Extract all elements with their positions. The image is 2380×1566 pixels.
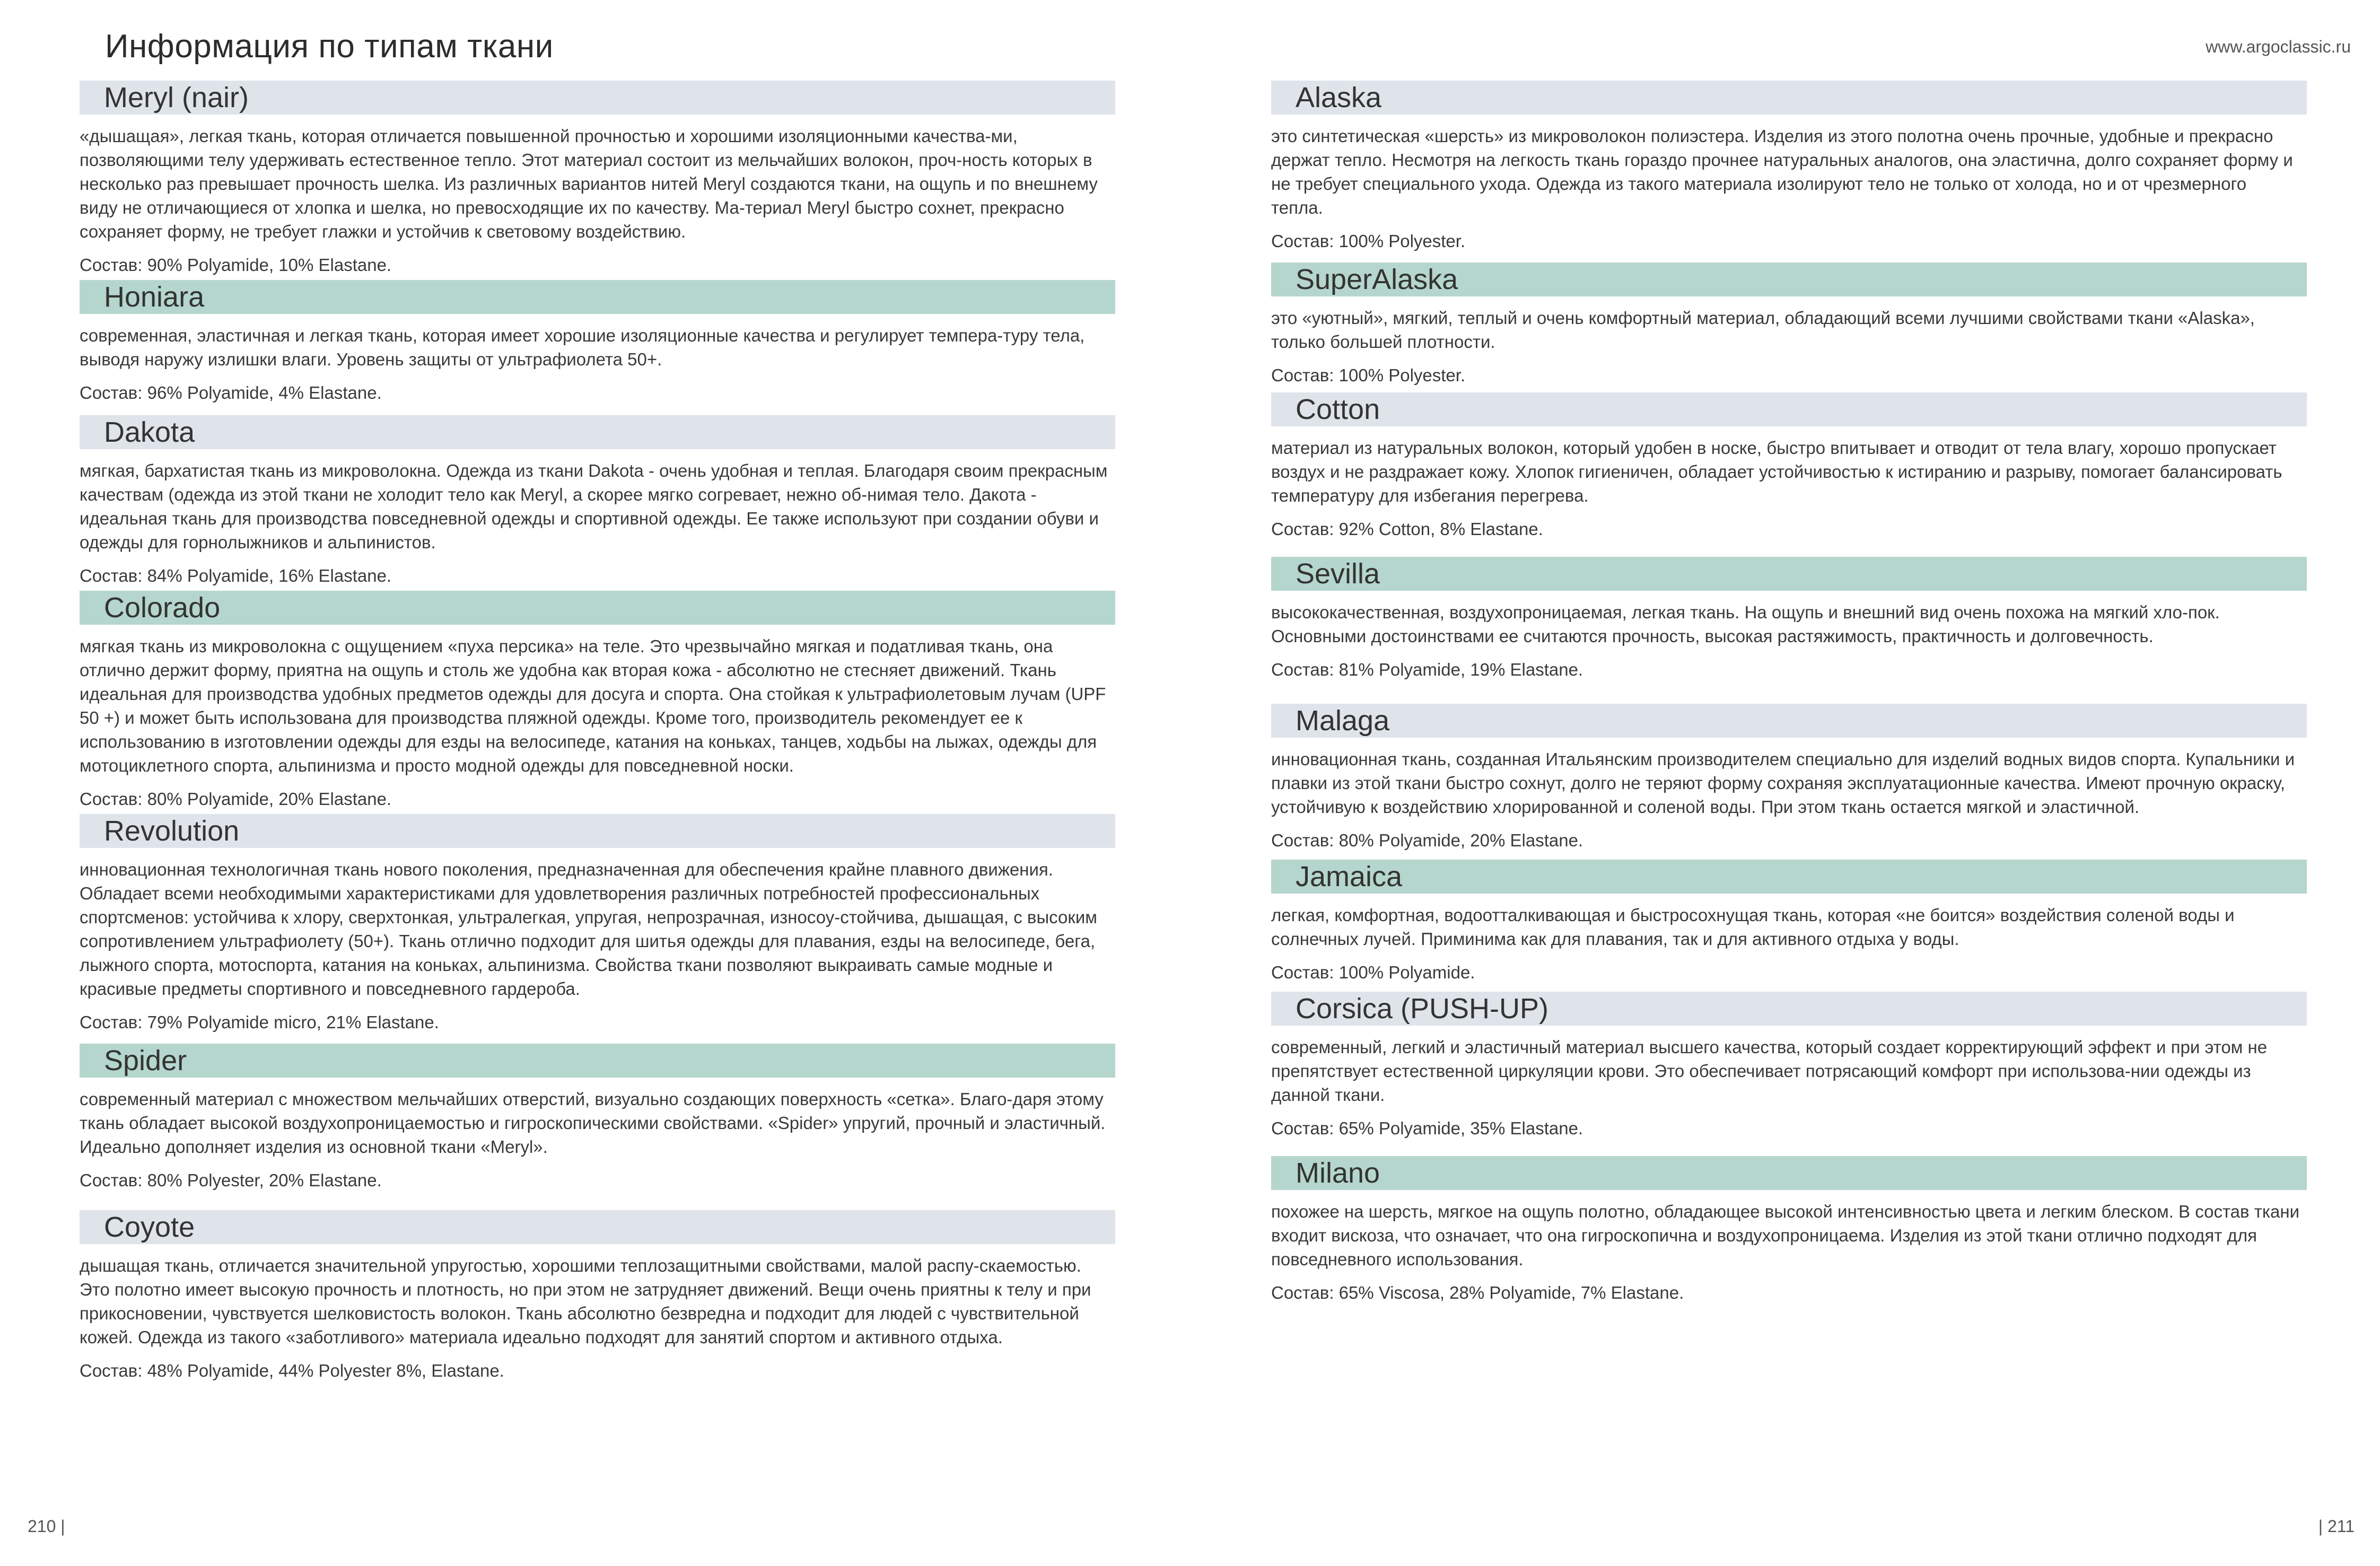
fabric-title: Milano <box>1271 1156 2307 1190</box>
fabric-alaska <box>1271 81 2307 253</box>
fabric-title: Jamaica <box>1271 860 2307 894</box>
fabric-composition: Состав: 65% Viscosa, 28% Polyamide, 7% Elastane. <box>1271 1283 1684 1302</box>
fabric-title: Dakota <box>80 415 1115 449</box>
fabric-composition: Состав: 92% Cotton, 8% Elastane. <box>1271 519 1543 539</box>
fabric-description: материал из натуральных волокон, который удобен в носке, быстро впитывает и отводит от тела влагу, хорошо пропускает воздух и не раздражает кожу. Хлопок гигиеничен, обладает устойчивостью к истиранию и разрыву, помогает балансировать температуру для избегания перегрева. <box>1271 438 2282 505</box>
fabric-composition: Состав: 100% Polyester. <box>1271 231 1466 251</box>
fabric-title: Corsica (PUSH-UP) <box>1271 992 2307 1026</box>
page-number-right: | 211 <box>2318 1517 2355 1536</box>
fabric-description: «дышащая», легкая ткань, которая отличается повышенной прочностью и хорошими изоляционными качества-ми, позволяющими телу удерживать естественное тепло. Этот материал состоит из мельчайших волокон, проч-ность которых в несколько раз превышает прочность шелка. Из различных вариантов нитей Meryl создаются ткани, на ощупь и по внешнему виду не отличающиеся от хлопка и шелка, но превосходящие их по качеству. Ма-териал Meryl быстро сохнет, прекрасно сохраняет форму, не требует глажки и устойчив к световому воздействию. <box>80 126 1098 241</box>
fabric-title: Honiara <box>80 280 1115 314</box>
fabric-composition: Состав: 81% Polyamide, 19% Elastane. <box>1271 660 1583 679</box>
fabric-description: высококачественная, воздухопроницаемая, легкая ткань. На ощупь и внешний вид очень похожа на мягкий хло-пок. Основными достоинствами ее считаются прочность, высокая растяжимость, практичность и долговечность. <box>1271 602 2220 646</box>
fabric-corsica <box>1271 992 2307 1140</box>
fabric-meryl <box>80 81 1115 277</box>
fabric-honiara <box>80 280 1115 405</box>
fabric-title: Meryl (nair) <box>80 81 1115 115</box>
fabric-composition: Состав: 65% Polyamide, 35% Elastane. <box>1271 1118 1583 1138</box>
fabric-milano <box>1271 1156 2307 1305</box>
page-number-left: 210 | <box>28 1517 65 1536</box>
fabric-description: современный, легкий и эластичный материал высшего качества, который создает корректирующий эффект и при этом не препятствует естественной циркуляции крови. Это обеспечивает потрясающий комфорт при использова-нии одежды из данной ткани. <box>1271 1037 2268 1105</box>
fabric-jamaica <box>1271 860 2307 984</box>
fabric-sevilla <box>1271 557 2307 681</box>
fabric-composition: Состав: 90% Polyamide, 10% Elastane. <box>80 255 392 275</box>
fabric-composition: Состав: 84% Polyamide, 16% Elastane. <box>80 566 392 585</box>
fabric-description: инновационная ткань, созданная Итальянским производителем специально для изделий водных видов спорта. Купальники и плавки из этой ткани быстро сохнут, долго не теряют форму сохраняя эксплуатационные качества. Имеют прочную окраску, устойчивую к воздействию хлорированной и соленой воды. При этом ткань остается мягкой и эластичной. <box>1271 749 2295 817</box>
fabric-title: Cotton <box>1271 392 2307 426</box>
left-column <box>80 81 1115 1383</box>
fabric-malaga <box>1271 704 2307 852</box>
page-title: Информация по типам ткани <box>105 28 554 65</box>
right-column <box>1271 81 2307 1305</box>
fabric-description: современная, эластичная и легкая ткань, которая имеет хорошие изоляционные качества и регулирует темпера-туру тела, выводя наружу излишки влаги. Уровень защиты от ультрафиолета 50+. <box>80 326 1085 369</box>
fabric-composition: Состав: 80% Polyamide, 20% Elastane. <box>1271 830 1583 850</box>
fabric-description: это синтетическая «шерсть» из микроволокон полиэстера. Изделия из этого полотна очень прочные, удобные и прекрасно держат тепло. Несмотря на легкость ткань гораздо прочнее натуральных аналогов, она эластична, долго сохраняет форму и не требует специального ухода. Одежда из такого материала изолируют тело не только от холода, но и от чрезмерного тепла. <box>1271 126 2293 217</box>
fabric-description: современный материал с множеством мельчайших отверстий, визуально создающих поверхность «сетка». Благо-даря этому ткань обладает высокой воздухопроницаемостью и гигроскопическими свойствами. «Spider» упругий, прочный и эластичный. Идеально дополняет изделия из основной ткани «Meryl». <box>80 1089 1106 1157</box>
fabric-composition: Состав: 48% Polyamide, 44% Polyester 8%, Elastane. <box>80 1361 504 1380</box>
fabric-dakota <box>80 415 1115 588</box>
fabric-superalaska <box>1271 263 2307 387</box>
fabric-title: Sevilla <box>1271 557 2307 591</box>
fabric-title: Malaga <box>1271 704 2307 738</box>
fabric-revolution <box>80 814 1115 1034</box>
fabric-composition: Состав: 96% Polyamide, 4% Elastane. <box>80 383 382 403</box>
fabric-composition: Состав: 100% Polyamide. <box>1271 963 1475 982</box>
site-url[interactable]: www.argoclassic.ru <box>2206 37 2351 56</box>
fabric-description: легкая, комфортная, водоотталкивающая и быстросохнущая ткань, которая «не боится» воздействия соленой воды и солнечных лучей. Приминима как для плавания, так и для активного отдыха у воды. <box>1271 905 2235 949</box>
fabric-title: SuperAlaska <box>1271 263 2307 296</box>
fabric-coyote <box>80 1210 1115 1383</box>
fabric-title: Spider <box>80 1044 1115 1078</box>
fabric-title: Coyote <box>80 1210 1115 1244</box>
fabric-composition: Состав: 100% Polyester. <box>1271 365 1466 385</box>
fabric-colorado <box>80 591 1115 811</box>
fabric-spider <box>80 1044 1115 1192</box>
fabric-description: мягкая, бархатистая ткань из микроволокна. Одежда из ткани Dakota - очень удобная и теплая. Благодаря своим прекрасным качествам (одежда из этой ткани не холодит тело как Meryl, а скорее мягко согревает, нежно об-нимая тело. Дакота - идеальная ткань для производства повседневной одежды и спортивной одежды. Ее также используют при создании обуви и одежды для горнолыжников и альпинистов. <box>80 461 1108 552</box>
fabric-description: это «уютный», мягкий, теплый и очень комфортный материал, обладающий всеми лучшими свойствами ткани «Alaska», только большей плотности. <box>1271 308 2255 352</box>
fabric-description: мягкая ткань из микроволокна с ощущением «пуха персика» на теле. Это чрезвычайно мягкая и податливая ткань, она отлично держит форму, приятна на ощупь и столь же удобна как вторая кожа - абсолютно не стесняет движений. Ткань идеальная для производства удобных предметов одежды для досуга и спорта. Она стойкая к ультрафиолетовым лучам (UPF 50 +) и может быть использована для производства пляжной одежды. Кроме того, производитель рекомендует ее к использованию в изготовлении одежды для езды на велосипеде, катания на коньках, танцев, ходьбы на лыжах, одежды для мотоциклетного спорта, альпинизма и просто модной одежды для повседневной носки. <box>80 636 1106 775</box>
fabric-composition: Состав: 80% Polyester, 20% Elastane. <box>80 1170 382 1190</box>
fabric-title: Colorado <box>80 591 1115 625</box>
fabric-title: Alaska <box>1271 81 2307 115</box>
fabric-composition: Состав: 80% Polyamide, 20% Elastane. <box>80 789 392 809</box>
fabric-description: дышащая ткань, отличается значительной упругостью, хорошими теплозащитными свойствами, малой распу-скаемостью. Это полотно имеет высокую прочность и плотность, но при этом не затрудняет движений. Вещи очень приятны к телу и при прикосновении, чувствуется шелковистость волокон. Ткань абсолютно безвредна и подходит для людей с чувствительной кожей. Одежда из такого «заботливого» материала идеально подходят для занятий спортом и активного отдыха. <box>80 1256 1091 1347</box>
fabric-composition: Состав: 79% Polyamide micro, 21% Elastane. <box>80 1012 439 1032</box>
fabric-title: Revolution <box>80 814 1115 848</box>
fabric-description: инновационная технологичная ткань нового поколения, предназначенная для обеспечения крайне плавного движения. Обладает всеми необходимыми характеристиками для удовлетворения различных потребностей профессиональных спортсменов: устойчива к хлору, сверхтонкая, ультралегкая, упругая, непрозрачная, износоу-стойчива, дышащая, с высоким сопротивлением ультрафиолету (50+). Ткань отлично подходит для шитья одежды для плавания, езды на велосипеде, бега, лыжного спорта, мотоспорта, катания на коньках, альпинизма. Свойства ткани позволяют выкраивать самые модные и красивые предметы спортивного и повседневного гардероба. <box>80 860 1097 999</box>
fabric-description: похожее на шерсть, мягкое на ощупь полотно, обладающее высокой интенсивностью цвета и легким блеском. В состав ткани входит вискоза, что означает, что она гигроскопична и воздухопроницаема. Изделия из этой ткани отлично подходят для повседневного использования. <box>1271 1202 2300 1269</box>
fabric-cotton <box>1271 392 2307 541</box>
